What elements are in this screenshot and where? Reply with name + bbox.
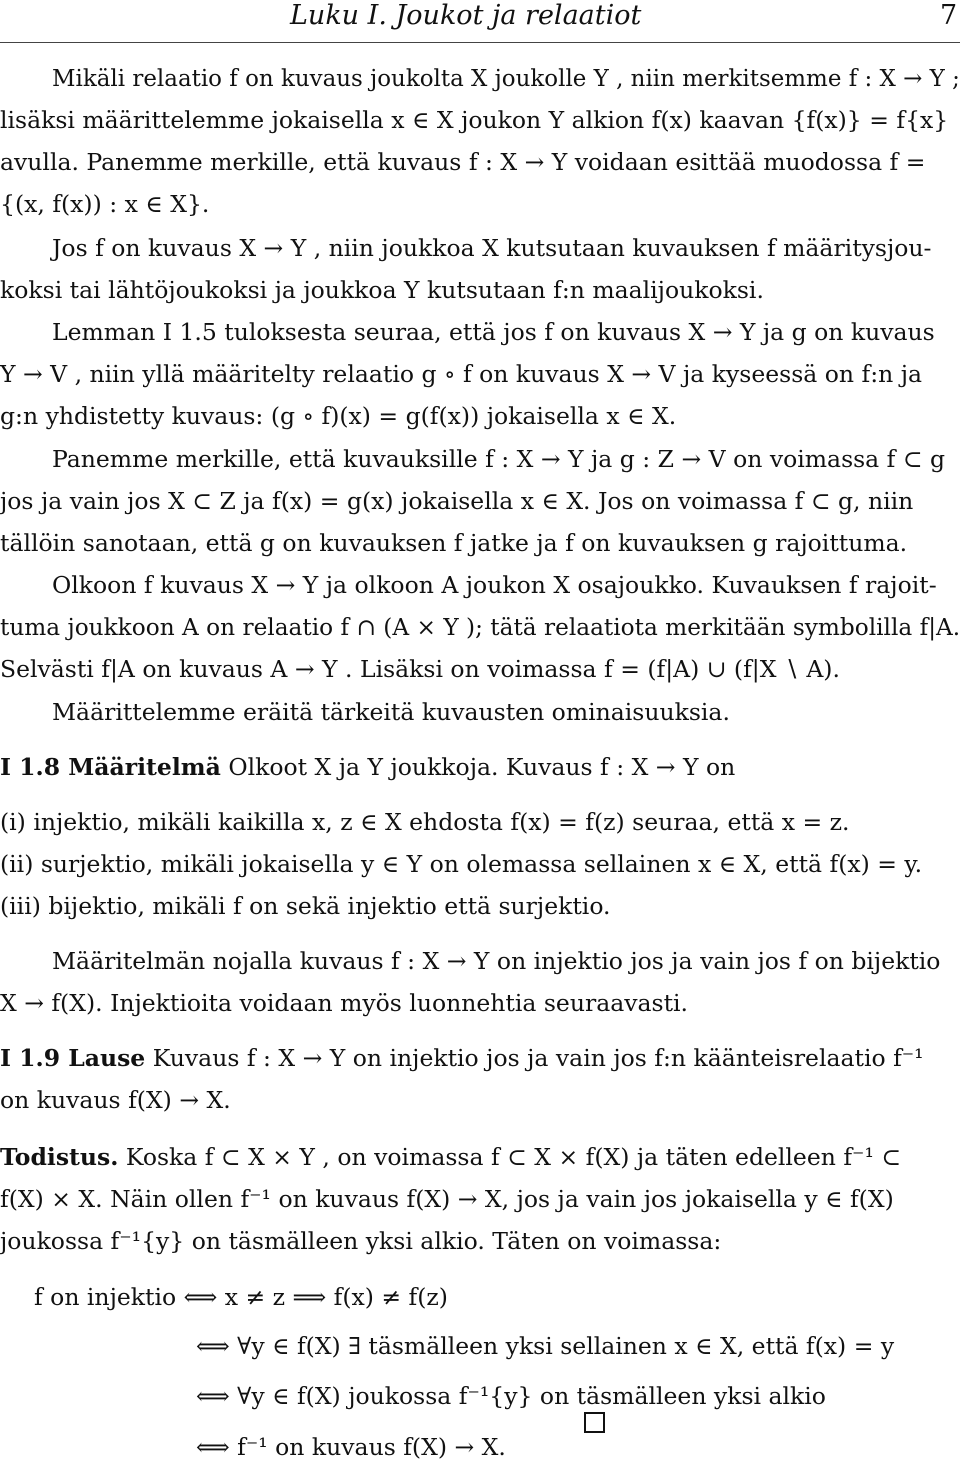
text-line: Selvästi f|A on kuvaus A → Y . Lisäksi on voimassa f = (f|A) ∪ (f|X ∖ A). xyxy=(0,655,840,683)
text-line: ⟺ ∀y ∈ f(X) joukossa f⁻¹{y} on täsmälleen yksi alkio xyxy=(196,1382,826,1410)
page-header xyxy=(0,0,960,32)
chapter-title: Luku I. Joukot ja relaatiot xyxy=(290,0,642,31)
text-line: {(x, f(x)) : x ∈ X}. xyxy=(0,190,210,218)
text-line: (ii) surjektio, mikäli jokaisella y ∈ Y on olemassa sellainen x ∈ X, että f(x) = y. xyxy=(0,850,923,878)
text-line: Panemme merkille, että kuvauksille f : X → Y ja g : Z → V on voimassa f ⊂ g xyxy=(52,445,946,473)
text-line: Y → V , niin yllä määritelty relaatio g ∘ f on kuvaus X → V ja kyseessä on f:n ja xyxy=(0,360,923,388)
text-line: I 1.9 Lause Kuvaus f : X → Y on injektio jos ja vain jos f:n käänteisrelaatio f⁻¹ xyxy=(0,1044,924,1072)
text-line: ⟺ f⁻¹ on kuvaus f(X) → X. xyxy=(196,1433,506,1461)
text-line: X → f(X). Injektioita voidaan myös luonnehtia seuraavasti. xyxy=(0,989,688,1017)
text-line: tuma joukkoon A on relaatio f ∩ (A × Y ); tätä relaatiota merkitään symbolilla f|A. xyxy=(0,613,960,641)
page-number: 7 xyxy=(940,0,958,31)
text-line: joukossa f⁻¹{y} on täsmälleen yksi alkio. Täten on voimassa: xyxy=(0,1227,722,1255)
text-line: f(X) × X. Näin ollen f⁻¹ on kuvaus f(X) → X, jos ja vain jos jokaisella y ∈ f(X) xyxy=(0,1185,894,1213)
text-line: Määritelmän nojalla kuvaus f : X → Y on injektio jos ja vain jos f on bijektio xyxy=(52,947,941,975)
text-line: Todistus. Koska f ⊂ X × Y , on voimassa f ⊂ X × f(X) ja täten edelleen f⁻¹ ⊂ xyxy=(0,1143,902,1171)
header-rule xyxy=(0,42,960,43)
text-line: Olkoon f kuvaus X → Y ja olkoon A joukon X osajoukko. Kuvauksen f rajoit- xyxy=(52,571,937,599)
text-line: on kuvaus f(X) → X. xyxy=(0,1086,231,1114)
text-line: avulla. Panemme merkille, että kuvaus f : X → Y voidaan esittää muodossa f = xyxy=(0,148,926,176)
text-line: ⟺ ∀y ∈ f(X) ∃ täsmälleen yksi sellainen x ∈ X, että f(x) = y xyxy=(196,1332,895,1360)
text-line: Jos f on kuvaus X → Y , niin joukkoa X kutsutaan kuvauksen f määritysjou- xyxy=(52,234,932,262)
text-line: I 1.8 Määritelmä Olkoot X ja Y joukkoja. Kuvaus f : X → Y on xyxy=(0,753,736,781)
text-line: g:n yhdistetty kuvaus: (g ∘ f)(x) = g(f(x)) jokaisella x ∈ X. xyxy=(0,402,677,430)
text-line: tällöin sanotaan, että g on kuvauksen f jatke ja f on kuvauksen g rajoittuma. xyxy=(0,529,908,557)
text-line: koksi tai lähtöjoukoksi ja joukkoa Y kutsutaan f:n maalijoukoksi. xyxy=(0,276,764,304)
text-line: jos ja vain jos X ⊂ Z ja f(x) = g(x) jokaisella x ∈ X. Jos on voimassa f ⊂ g, niin xyxy=(0,487,914,515)
text-line: (iii) bijektio, mikäli f on sekä injektio että surjektio. xyxy=(0,892,611,920)
qed-box-icon xyxy=(584,1412,605,1433)
text-line: Lemman I 1.5 tuloksesta seuraa, että jos f on kuvaus X → Y ja g on kuvaus xyxy=(52,318,935,346)
text-line: lisäksi määrittelemme jokaisella x ∈ X joukon Y alkion f(x) kaavan {f(x)} = f{x} xyxy=(0,106,949,134)
text-line: Määrittelemme eräitä tärkeitä kuvausten ominaisuuksia. xyxy=(52,698,730,726)
text-line: f on injektio ⟺ x ≠ z ⟹ f(x) ≠ f(z) xyxy=(34,1283,448,1311)
text-line: Mikäli relaatio f on kuvaus joukolta X joukolle Y , niin merkitsemme f : X → Y ; xyxy=(52,64,960,92)
text-line: (i) injektio, mikäli kaikilla x, z ∈ X ehdosta f(x) = f(z) seuraa, että x = z. xyxy=(0,808,850,836)
